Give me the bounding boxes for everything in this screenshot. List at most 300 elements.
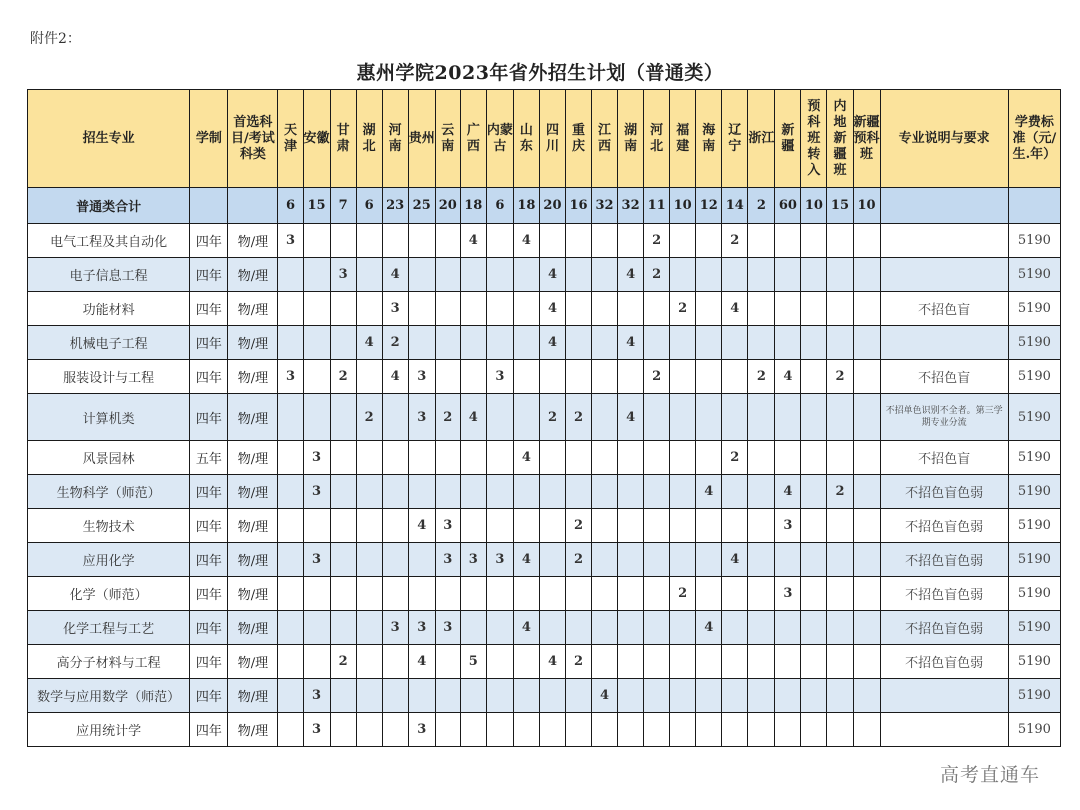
region-quota: 2 [565, 509, 591, 543]
total-region-value: 11 [644, 188, 670, 224]
total-region-value: 10 [853, 188, 880, 224]
region-quota [827, 509, 853, 543]
table-row [28, 360, 1061, 394]
table-row [28, 258, 1061, 292]
total-region-value: 10 [670, 188, 696, 224]
region-quota [853, 258, 880, 292]
region-quota [278, 713, 303, 747]
enrollment-plan-table [27, 89, 1061, 747]
duration: 四年 [190, 292, 228, 326]
tuition-fee: 5190 [1008, 713, 1060, 747]
region-quota [592, 292, 618, 326]
subject: 物/理 [228, 645, 278, 679]
region-quota: 4 [722, 543, 748, 577]
region-quota [670, 645, 696, 679]
region-quota: 3 [775, 577, 801, 611]
region-quota [644, 645, 670, 679]
requirement-note [880, 326, 1008, 360]
subject: 物/理 [228, 611, 278, 645]
region-quota [801, 326, 827, 360]
region-quota [513, 509, 539, 543]
subject: 物/理 [228, 441, 278, 475]
header-region: 甘肃 [330, 90, 356, 188]
region-quota: 4 [382, 258, 408, 292]
region-quota [644, 713, 670, 747]
region-quota [670, 224, 696, 258]
region-quota: 4 [513, 611, 539, 645]
region-quota: 4 [513, 224, 539, 258]
region-quota [382, 543, 408, 577]
total-region-value: 32 [592, 188, 618, 224]
major-name: 风景园林 [28, 441, 190, 475]
header-region: 江西 [592, 90, 618, 188]
duration: 四年 [190, 645, 228, 679]
region-quota [486, 258, 513, 292]
header-region: 内地新疆班 [827, 90, 853, 188]
region-quota [460, 292, 486, 326]
region-quota: 2 [539, 394, 565, 441]
major-name: 数学与应用数学（师范） [28, 679, 190, 713]
region-quota [330, 326, 356, 360]
requirement-note: 不招色盲 [880, 292, 1008, 326]
region-quota: 2 [330, 645, 356, 679]
region-quota [801, 394, 827, 441]
region-quota [644, 509, 670, 543]
region-quota [330, 577, 356, 611]
region-quota: 3 [303, 543, 330, 577]
region-quota [356, 292, 382, 326]
major-name: 服装设计与工程 [28, 360, 190, 394]
table-row [28, 645, 1061, 679]
region-quota [722, 326, 748, 360]
region-quota: 2 [435, 394, 460, 441]
region-quota [696, 509, 722, 543]
header-region: 湖南 [618, 90, 644, 188]
header-region: 重庆 [565, 90, 591, 188]
subject: 物/理 [228, 509, 278, 543]
total-region-value: 15 [303, 188, 330, 224]
region-quota: 2 [748, 360, 775, 394]
region-quota [618, 441, 644, 475]
region-quota [775, 679, 801, 713]
region-quota [486, 577, 513, 611]
region-quota [644, 679, 670, 713]
header-region: 内蒙古 [486, 90, 513, 188]
header-region: 贵州 [408, 90, 435, 188]
total-region-value: 32 [618, 188, 644, 224]
region-quota [356, 679, 382, 713]
region-quota [435, 258, 460, 292]
region-quota [592, 441, 618, 475]
region-quota [303, 577, 330, 611]
region-quota: 2 [330, 360, 356, 394]
region-quota [513, 360, 539, 394]
region-quota [853, 679, 880, 713]
subject: 物/理 [228, 577, 278, 611]
region-quota [827, 543, 853, 577]
region-quota [435, 441, 460, 475]
region-quota [853, 577, 880, 611]
region-quota [618, 713, 644, 747]
region-quota: 3 [435, 543, 460, 577]
requirement-note: 不招色盲色弱 [880, 543, 1008, 577]
region-quota [330, 224, 356, 258]
region-quota [748, 611, 775, 645]
region-quota [853, 441, 880, 475]
region-quota: 4 [539, 292, 565, 326]
region-quota [618, 543, 644, 577]
region-quota [592, 577, 618, 611]
region-quota: 3 [278, 360, 303, 394]
requirement-note: 不招色盲色弱 [880, 509, 1008, 543]
region-quota: 3 [303, 713, 330, 747]
region-quota [486, 394, 513, 441]
region-quota [801, 543, 827, 577]
region-quota [618, 224, 644, 258]
region-quota [775, 713, 801, 747]
region-quota [486, 292, 513, 326]
region-quota [539, 441, 565, 475]
region-quota [853, 645, 880, 679]
subject: 物/理 [228, 292, 278, 326]
region-quota [513, 258, 539, 292]
region-quota [303, 326, 330, 360]
region-quota [408, 475, 435, 509]
region-quota [696, 713, 722, 747]
region-quota [722, 679, 748, 713]
region-quota [775, 611, 801, 645]
region-quota [592, 326, 618, 360]
region-quota [356, 509, 382, 543]
region-quota [827, 258, 853, 292]
region-quota [278, 509, 303, 543]
major-name: 电气工程及其自动化 [28, 224, 190, 258]
major-name: 生物科学（师范） [28, 475, 190, 509]
header-region: 四川 [539, 90, 565, 188]
attachment-label: 附件2： [30, 31, 81, 47]
region-quota [513, 577, 539, 611]
region-quota [513, 713, 539, 747]
region-quota [775, 224, 801, 258]
region-quota [278, 394, 303, 441]
duration: 四年 [190, 577, 228, 611]
header-region: 广西 [460, 90, 486, 188]
region-quota [827, 713, 853, 747]
table-row [28, 292, 1061, 326]
region-quota [801, 224, 827, 258]
subject: 物/理 [228, 713, 278, 747]
region-quota [853, 543, 880, 577]
region-quota: 4 [408, 645, 435, 679]
requirement-note: 不招色盲色弱 [880, 577, 1008, 611]
table-row [28, 577, 1061, 611]
region-quota [356, 475, 382, 509]
region-quota [853, 611, 880, 645]
region-quota [330, 679, 356, 713]
region-quota: 2 [565, 543, 591, 577]
duration: 四年 [190, 611, 228, 645]
region-quota [801, 292, 827, 326]
region-quota [303, 611, 330, 645]
total-region-value: 6 [278, 188, 303, 224]
region-quota [618, 509, 644, 543]
region-quota [748, 577, 775, 611]
region-quota [435, 475, 460, 509]
tuition-fee: 5190 [1008, 292, 1060, 326]
region-quota [408, 326, 435, 360]
total-region-value: 6 [486, 188, 513, 224]
tuition-fee: 5190 [1008, 543, 1060, 577]
region-quota: 2 [565, 394, 591, 441]
region-quota [330, 441, 356, 475]
region-quota: 2 [382, 326, 408, 360]
region-quota [539, 679, 565, 713]
region-quota: 4 [513, 543, 539, 577]
region-quota: 3 [408, 394, 435, 441]
region-quota: 2 [565, 645, 591, 679]
region-quota [303, 224, 330, 258]
header-region: 预科班转入 [801, 90, 827, 188]
region-quota [775, 292, 801, 326]
region-quota [618, 360, 644, 394]
requirement-note [880, 713, 1008, 747]
region-quota [303, 509, 330, 543]
region-quota [382, 577, 408, 611]
table-row [28, 326, 1061, 360]
region-quota [408, 441, 435, 475]
region-quota [303, 258, 330, 292]
duration: 四年 [190, 258, 228, 292]
major-name: 高分子材料与工程 [28, 645, 190, 679]
region-quota [670, 326, 696, 360]
region-quota: 2 [644, 360, 670, 394]
region-quota [435, 224, 460, 258]
region-quota: 4 [722, 292, 748, 326]
region-quota [670, 258, 696, 292]
table-row [28, 509, 1061, 543]
region-quota [382, 475, 408, 509]
region-quota [278, 292, 303, 326]
region-quota [539, 475, 565, 509]
region-quota [748, 258, 775, 292]
region-quota [513, 326, 539, 360]
total-row [28, 188, 1061, 224]
requirement-note: 不招色盲色弱 [880, 645, 1008, 679]
region-quota [853, 292, 880, 326]
region-quota: 3 [408, 713, 435, 747]
region-quota: 2 [670, 577, 696, 611]
region-quota: 4 [618, 258, 644, 292]
total-region-value: 10 [801, 188, 827, 224]
region-quota [278, 577, 303, 611]
region-quota [592, 713, 618, 747]
duration: 四年 [190, 394, 228, 441]
region-quota [827, 441, 853, 475]
region-quota [644, 543, 670, 577]
region-quota [565, 713, 591, 747]
total-region-value: 18 [513, 188, 539, 224]
region-quota [853, 475, 880, 509]
region-quota [486, 475, 513, 509]
region-quota [565, 360, 591, 394]
region-quota [539, 611, 565, 645]
requirement-note [880, 258, 1008, 292]
region-quota [565, 679, 591, 713]
region-quota [303, 360, 330, 394]
major-name: 功能材料 [28, 292, 190, 326]
region-quota: 3 [486, 360, 513, 394]
region-quota [513, 679, 539, 713]
region-quota [618, 645, 644, 679]
region-quota [513, 292, 539, 326]
header-region: 河北 [644, 90, 670, 188]
region-quota [670, 441, 696, 475]
region-quota [539, 577, 565, 611]
region-quota: 2 [670, 292, 696, 326]
region-quota: 2 [644, 258, 670, 292]
tuition-fee: 5190 [1008, 679, 1060, 713]
region-quota: 3 [303, 475, 330, 509]
region-quota: 2 [356, 394, 382, 441]
region-quota [670, 543, 696, 577]
total-region-value: 2 [748, 188, 775, 224]
region-quota [460, 475, 486, 509]
region-quota [670, 394, 696, 441]
region-quota [278, 475, 303, 509]
table-row [28, 224, 1061, 258]
region-quota [696, 224, 722, 258]
subject: 物/理 [228, 475, 278, 509]
region-quota [801, 441, 827, 475]
region-quota: 4 [618, 326, 644, 360]
major-name: 机械电子工程 [28, 326, 190, 360]
region-quota: 2 [827, 360, 853, 394]
region-quota [435, 713, 460, 747]
region-quota: 4 [408, 509, 435, 543]
duration: 四年 [190, 224, 228, 258]
region-quota [278, 679, 303, 713]
region-quota [565, 611, 591, 645]
region-quota [278, 326, 303, 360]
region-quota [486, 611, 513, 645]
region-quota [748, 475, 775, 509]
region-quota: 3 [775, 509, 801, 543]
total-fee [1008, 188, 1060, 224]
region-quota: 4 [618, 394, 644, 441]
region-quota [592, 394, 618, 441]
region-quota [801, 611, 827, 645]
region-quota [775, 543, 801, 577]
region-quota [565, 224, 591, 258]
header-region: 安徽 [303, 90, 330, 188]
region-quota [748, 394, 775, 441]
region-quota: 4 [513, 441, 539, 475]
tuition-fee: 5190 [1008, 224, 1060, 258]
header-region: 新疆预科班 [853, 90, 880, 188]
subject: 物/理 [228, 679, 278, 713]
region-quota [330, 543, 356, 577]
region-quota: 4 [460, 394, 486, 441]
table-row [28, 543, 1061, 577]
region-quota [460, 258, 486, 292]
tuition-fee: 5190 [1008, 360, 1060, 394]
region-quota: 3 [330, 258, 356, 292]
tuition-fee: 5190 [1008, 258, 1060, 292]
region-quota [748, 326, 775, 360]
region-quota: 3 [278, 224, 303, 258]
tuition-fee: 5190 [1008, 645, 1060, 679]
region-quota [696, 394, 722, 441]
total-region-value: 23 [382, 188, 408, 224]
watermark-text: 高考直通车 [940, 764, 1041, 786]
region-quota [382, 224, 408, 258]
region-quota [670, 509, 696, 543]
duration: 四年 [190, 713, 228, 747]
region-quota [408, 543, 435, 577]
region-quota [618, 611, 644, 645]
region-quota [722, 258, 748, 292]
region-quota [486, 509, 513, 543]
region-quota [565, 577, 591, 611]
region-quota [644, 292, 670, 326]
region-quota [460, 713, 486, 747]
region-quota [408, 292, 435, 326]
region-quota [827, 679, 853, 713]
region-quota [696, 543, 722, 577]
region-quota [592, 475, 618, 509]
total-region-value: 7 [330, 188, 356, 224]
region-quota: 4 [460, 224, 486, 258]
region-quota [592, 509, 618, 543]
total-region-value: 25 [408, 188, 435, 224]
region-quota [356, 577, 382, 611]
region-quota [330, 475, 356, 509]
region-quota [801, 475, 827, 509]
region-quota [696, 577, 722, 611]
table-row [28, 713, 1061, 747]
header-region: 河南 [382, 90, 408, 188]
region-quota [539, 543, 565, 577]
tuition-fee: 5190 [1008, 611, 1060, 645]
region-quota [460, 326, 486, 360]
requirement-note: 不招色盲 [880, 441, 1008, 475]
region-quota [330, 713, 356, 747]
tuition-fee: 5190 [1008, 394, 1060, 441]
region-quota [278, 611, 303, 645]
region-quota [382, 713, 408, 747]
region-quota [460, 577, 486, 611]
tuition-fee: 5190 [1008, 509, 1060, 543]
region-quota [356, 713, 382, 747]
total-note [880, 188, 1008, 224]
region-quota [486, 441, 513, 475]
region-quota [853, 509, 880, 543]
region-quota [435, 645, 460, 679]
region-quota [513, 645, 539, 679]
region-quota [670, 611, 696, 645]
region-quota: 2 [722, 224, 748, 258]
region-quota [722, 509, 748, 543]
region-quota [853, 224, 880, 258]
table-row [28, 394, 1061, 441]
region-quota [435, 679, 460, 713]
region-quota [330, 292, 356, 326]
region-quota [775, 645, 801, 679]
region-quota [539, 713, 565, 747]
region-quota [670, 360, 696, 394]
header-region: 新疆 [775, 90, 801, 188]
region-quota [592, 645, 618, 679]
